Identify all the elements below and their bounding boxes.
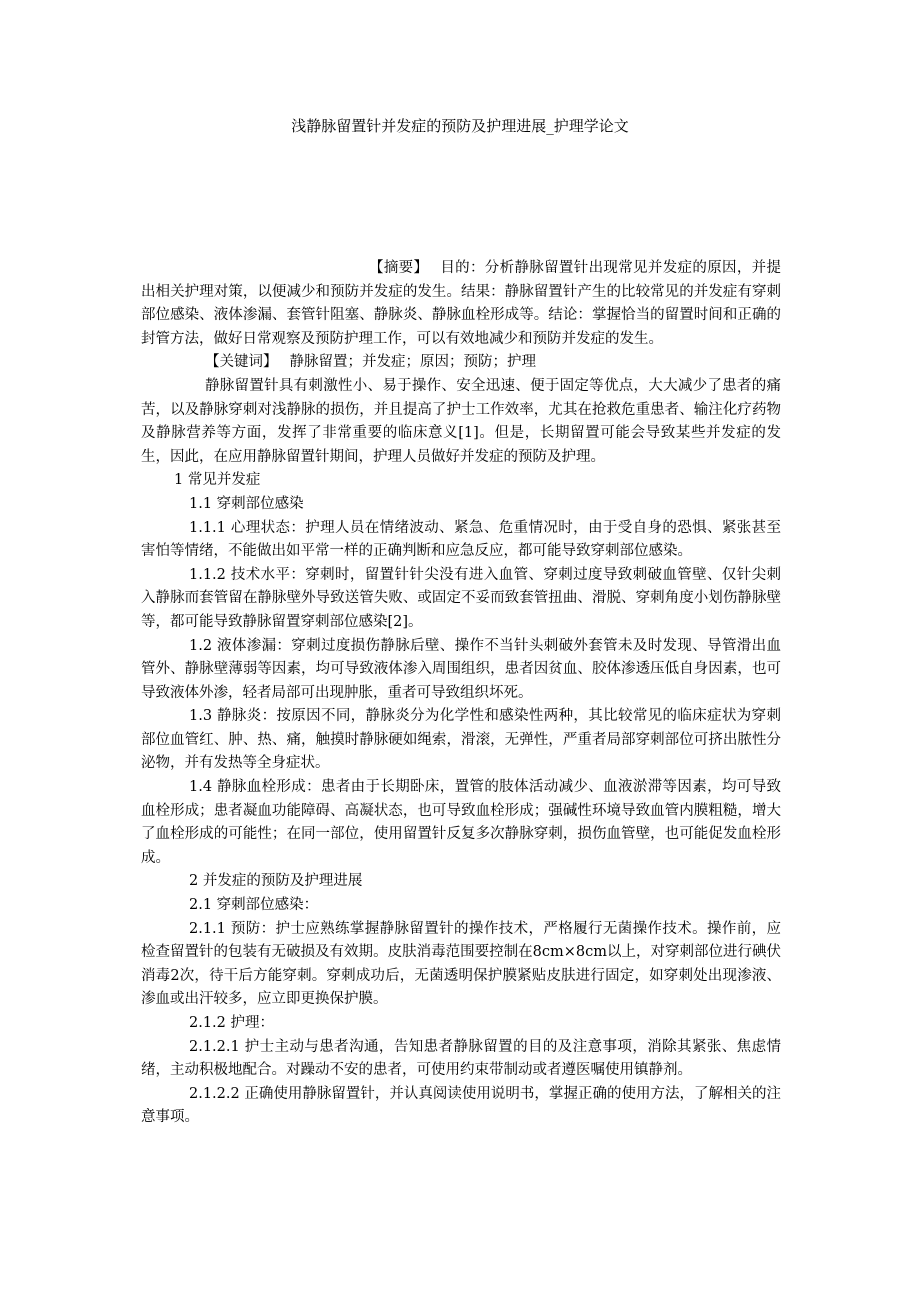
paragraph-2-1-2-2: 2.1.2.2 正确使用静脉留置针，并认真阅读使用说明书，掌握正确的使用方法，了解相关的注意事项。 (141, 1085, 781, 1126)
section-heading-1: 1 常见并发症 (174, 472, 261, 489)
paragraph-2-1-1: 2.1.1 预防：护士应熟练掌握静脉留置针的操作技术，严格履行无菌操作技术。操作前，应检查留置针的包装有无破损及有效期。皮肤消毒范围要控制在8cm×8cm以上，对穿刺部位进行碘伏消毒2次，待干后方能穿刺。穿刺成功后，无菌透明保护膜紧贴皮肤进行固定，如穿刺处出现渗液、渗血或出汗较多，应立即更换保护膜。 (141, 920, 781, 1008)
intro-paragraph: 静脉留置针具有刺激性小、易于操作、安全迅速、便于固定等优点，大大减少了患者的痛苦，以及静脉穿刺对浅静脉的损伤，并且提高了护士工作效率，尤其在抢救危重患者、输注化疗药物及静脉营养等方面，发挥了非常重要的临床意义[1]。但是，长期留置可能会导致某些并发症的发生，因此，在应用静脉留置针期间，护理人员做好并发症的预防及护理。 (141, 377, 781, 465)
keywords-label: 【关键词】 (205, 354, 278, 371)
section-heading-2-1: 2.1 穿刺部位感染： (189, 897, 319, 914)
paragraph-1-2: 1.2 液体渗漏：穿刺过度损伤静脉后壁、操作不当针头刺破外套管未及时发现、导管滑出血管外、静脉壁薄弱等因素，均可导致液体渗入周围组织，患者因贫血、胶体渗透压低自身因素，也可导致液体外渗，轻者局部可出现肿胀，重者可导致组织坏死。 (141, 637, 781, 701)
paragraph-1-4: 1.4 静脉血栓形成：患者由于长期卧床，置管的肢体活动减少、血液淤滞等因素，均可导致血栓形成；患者凝血功能障碍、高凝状态，也可导致血栓形成；强碱性环境导致血管内膜粗糙，增大了血栓形成的可能性；在同一部位，使用留置针反复多次静脉穿刺，损伤血管壁，也可能促发血栓形成。 (141, 779, 781, 866)
keywords-paragraph (141, 351, 781, 375)
abstract-label: 【摘要】 (369, 260, 429, 276)
paragraph-1-1-2: 1.1.2 技术水平：穿刺时，留置针针尖没有进入血管、穿刺过度导致刺破血管壁、仅针尖刺入静脉而套管留在静脉壁外导致送管失败、或固定不妥而致套管扭曲、滑脱、穿刺角度小划伤静脉壁等，都可能导致静脉留置穿刺部位感染[2]。 (141, 566, 781, 630)
document-body (141, 257, 781, 1130)
abstract-text: 目的：分析静脉留置针出现常见并发症的原因，并提出相关护理对策，以便减少和预防并发症的发生。结果：静脉留置针产生的比较常见的并发症有穿刺部位感染、液体渗漏、套管针阻塞、静脉炎、静脉血栓形成等。结论：掌握恰当的留置时间和正确的封管方法，做好日常观察及预防护理工作，可以有效地减少和预防并发症的发生。 (141, 260, 782, 347)
paragraph-1-3: 1.3 静脉炎：按原因不同，静脉炎分为化学性和感染性两种，其比较常见的临床症状为穿刺部位血管红、肿、热、痛，触摸时静脉硬如绳索，滑滚，无弹性，严重者局部穿刺部位可挤出脓性分泌物，并有发热等全身症状。 (141, 708, 781, 772)
abstract-paragraph (141, 257, 781, 351)
section-heading-1-1: 1.1 穿刺部位感染 (189, 495, 304, 512)
section-heading-2: 2 并发症的预防及护理进展 (189, 873, 363, 890)
paragraph-1-1-1: 1.1.1 心理状态：护理人员在情绪波动、紧急、危重情况时，由于受自身的恐惧、紧张甚至害怕等情绪，不能做出如平常一样的正确判断和应急反应，都可能导致穿刺部位感染。 (141, 519, 781, 560)
section-heading-2-1-2: 2.1.2 护理： (189, 1015, 275, 1031)
paragraph-2-1-2-1: 2.1.2.1 护士主动与患者沟通，告知患者静脉留置的目的及注意事项，消除其紧张、焦虑情绪，主动积极地配合。对躁动不安的患者，可使用约束带制动或者遵医嘱使用镇静剂。 (141, 1038, 781, 1079)
keywords-text: 静脉留置；并发症；原因；预防；护理 (289, 354, 536, 371)
page-title: 浅静脉留置针并发症的预防及护理进展_护理学论文 (291, 117, 629, 135)
